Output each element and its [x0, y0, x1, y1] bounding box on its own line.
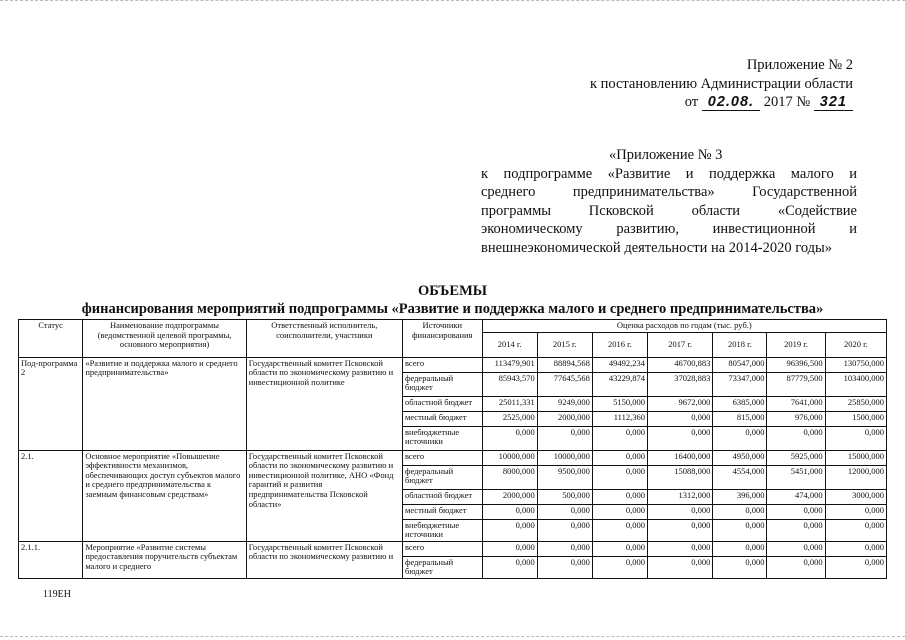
value-cell: 0,000	[713, 519, 767, 541]
value-cell: 4554,000	[713, 465, 767, 489]
value-cell: 77645,568	[537, 372, 592, 396]
header-year: 2014 г.	[482, 332, 537, 357]
value-cell: 0,000	[713, 556, 767, 578]
value-cell: 0,000	[648, 519, 713, 541]
value-cell: 6385,000	[713, 396, 767, 411]
value-cell: 9249,000	[537, 396, 592, 411]
value-cell: 10000,000	[482, 450, 537, 465]
appendix-2-title: Приложение № 2	[746, 57, 853, 73]
value-cell: 9672,000	[648, 396, 713, 411]
executor-cell: Государственный комитет Псковской области по экономическому развитию и	[246, 541, 402, 578]
value-cell: 25011,331	[482, 396, 537, 411]
value-cell: 0,000	[537, 556, 592, 578]
value-cell: 80547,000	[713, 357, 767, 372]
header-year: 2020 г.	[825, 332, 886, 357]
executor-cell: Государственный комитет Псковской области по экономическому развитию и инвестиционной политике	[246, 357, 402, 450]
value-cell: 0,000	[648, 411, 713, 426]
value-cell: 3000,000	[825, 489, 886, 504]
value-cell: 88894,568	[537, 357, 592, 372]
value-cell: 49492,234	[592, 357, 647, 372]
name-cell: Основное мероприятие «Повышение эффективности механизмов, обеспечивающих доступ субъектов малого и среднего предпринимательства к заемным финансовым средствам»	[83, 450, 246, 541]
appendix-3-line: среднего предпринимательства» Государственной	[481, 184, 857, 200]
value-cell: 0,000	[592, 450, 647, 465]
value-cell: 0,000	[537, 426, 592, 450]
executor-cell: Государственный комитет Псковской области по экономическому развитию и инвестиционной политике, АНО «Фонд гарантий и развития предпринимательства Псковской области»	[246, 450, 402, 541]
document-code: 119ЕН	[43, 589, 71, 600]
value-cell: 7641,000	[767, 396, 825, 411]
value-cell: 9500,000	[537, 465, 592, 489]
value-cell: 0,000	[825, 541, 886, 556]
value-cell: 73347,000	[713, 372, 767, 396]
value-cell: 976,000	[767, 411, 825, 426]
value-cell: 2525,000	[482, 411, 537, 426]
header-executor: Ответственный исполнитель, соисполнители, участники	[246, 320, 402, 358]
table-body	[19, 320, 887, 579]
value-cell: 0,000	[482, 541, 537, 556]
value-cell: 0,000	[592, 426, 647, 450]
header-year: 2015 г.	[537, 332, 592, 357]
header-status: Статус	[19, 320, 83, 358]
value-cell: 0,000	[713, 504, 767, 519]
value-cell: 0,000	[592, 519, 647, 541]
status-cell: 2.1.	[19, 450, 83, 541]
value-cell: 87779,500	[767, 372, 825, 396]
value-cell: 0,000	[482, 504, 537, 519]
value-cell: 0,000	[713, 541, 767, 556]
value-cell: 500,000	[537, 489, 592, 504]
value-cell: 5150,000	[592, 396, 647, 411]
value-cell: 0,000	[767, 541, 825, 556]
value-cell: 474,000	[767, 489, 825, 504]
table-row	[19, 357, 887, 372]
source-cell: внебюджетные источники	[402, 519, 482, 541]
value-cell: 0,000	[713, 426, 767, 450]
value-cell: 113479,901	[482, 357, 537, 372]
source-cell: местный бюджет	[402, 411, 482, 426]
value-cell: 5925,000	[767, 450, 825, 465]
financing-table	[18, 319, 887, 579]
value-cell: 0,000	[537, 541, 592, 556]
source-cell: всего	[402, 541, 482, 556]
appendix-3-line: внешнеэкономической деятельности на 2014-2020 годы»	[481, 239, 833, 256]
value-cell: 1112,360	[592, 411, 647, 426]
value-cell: 0,000	[767, 556, 825, 578]
value-cell: 0,000	[537, 519, 592, 541]
table-row	[19, 541, 887, 556]
value-cell: 43229,874	[592, 372, 647, 396]
value-cell: 0,000	[592, 541, 647, 556]
source-cell: федеральный бюджет	[402, 372, 482, 396]
value-cell: 815,000	[713, 411, 767, 426]
from-label: от	[684, 94, 699, 110]
value-cell: 103400,000	[825, 372, 886, 396]
value-cell: 0,000	[482, 556, 537, 578]
value-cell: 396,000	[713, 489, 767, 504]
appendix-3-line: экономическому развитию, инвестиционной и	[481, 221, 857, 237]
value-cell: 0,000	[648, 541, 713, 556]
source-cell: федеральный бюджет	[402, 465, 482, 489]
value-cell: 12000,000	[825, 465, 886, 489]
value-cell: 15000,000	[825, 450, 886, 465]
header-estimate: Оценка расходов по годам (тыс. руб.)	[482, 320, 886, 333]
value-cell: 0,000	[767, 426, 825, 450]
handwritten-number: 321	[814, 94, 853, 111]
value-cell: 0,000	[825, 504, 886, 519]
handwritten-date: 02.08.	[702, 94, 760, 111]
value-cell: 0,000	[592, 489, 647, 504]
value-cell: 0,000	[825, 519, 886, 541]
source-cell: федеральный бюджет	[402, 556, 482, 578]
document-subtitle: финансирования мероприятий подпрограммы «Развитие и поддержка малого и среднего предпринимательства»	[81, 301, 824, 317]
year-label: 2017 №	[763, 94, 811, 110]
header-year: 2016 г.	[592, 332, 647, 357]
name-cell: «Развитие и поддержка малого и среднего предпринимательства»	[83, 357, 246, 450]
appendix-2-date-line	[590, 93, 853, 112]
source-cell: местный бюджет	[402, 504, 482, 519]
source-cell: областной бюджет	[402, 489, 482, 504]
header-name: Наименование подпрограммы (ведомственной целевой программы, основного мероприятия)	[83, 320, 246, 358]
header-sources: Источники финансирования	[402, 320, 482, 358]
value-cell: 0,000	[825, 426, 886, 450]
value-cell: 0,000	[648, 556, 713, 578]
value-cell: 0,000	[825, 556, 886, 578]
value-cell: 0,000	[648, 426, 713, 450]
appendix-2-decree: к постановлению Администрации области	[589, 75, 853, 92]
value-cell: 25850,000	[825, 396, 886, 411]
header-year: 2019 г.	[767, 332, 825, 357]
appendix-3-line: к подпрограмме «Развитие и поддержка малого и	[481, 165, 857, 182]
value-cell: 46700,883	[648, 357, 713, 372]
value-cell: 8000,000	[482, 465, 537, 489]
value-cell: 0,000	[767, 504, 825, 519]
appendix-3-title: «Приложение № 3	[609, 147, 723, 163]
value-cell: 96396,500	[767, 357, 825, 372]
status-cell: 2.1.1.	[19, 541, 83, 578]
value-cell: 1312,000	[648, 489, 713, 504]
value-cell: 5451,000	[767, 465, 825, 489]
value-cell: 0,000	[482, 426, 537, 450]
status-cell: Под-программа 2	[19, 357, 83, 450]
value-cell: 0,000	[767, 519, 825, 541]
value-cell: 130750,000	[825, 357, 886, 372]
value-cell: 37028,883	[648, 372, 713, 396]
header-row	[19, 320, 887, 333]
name-cell: Мероприятие «Развитие системы предоставления поручительств субъектам малого и среднего	[83, 541, 246, 578]
value-cell: 16400,000	[648, 450, 713, 465]
header-year: 2017 г.	[648, 332, 713, 357]
scan-edge-top	[0, 0, 905, 1]
value-cell: 85943,570	[482, 372, 537, 396]
value-cell: 0,000	[648, 504, 713, 519]
source-cell: внебюджетные источники	[402, 426, 482, 450]
value-cell: 4950,000	[713, 450, 767, 465]
appendix-3-header	[481, 146, 857, 257]
value-cell: 0,000	[537, 504, 592, 519]
value-cell: 1500,000	[825, 411, 886, 426]
value-cell: 10000,000	[537, 450, 592, 465]
value-cell: 2000,000	[537, 411, 592, 426]
source-cell: всего	[402, 357, 482, 372]
header-year: 2018 г.	[713, 332, 767, 357]
value-cell: 15088,000	[648, 465, 713, 489]
scan-edge-bottom	[0, 636, 905, 637]
appendix-3-line: программы Псковской области «Содействие	[481, 202, 857, 219]
source-cell: областной бюджет	[402, 396, 482, 411]
value-cell: 0,000	[592, 465, 647, 489]
appendix-2-header	[590, 56, 853, 112]
value-cell: 0,000	[592, 556, 647, 578]
source-cell: всего	[402, 450, 482, 465]
value-cell: 0,000	[592, 504, 647, 519]
document-title: ОБЪЕМЫ	[417, 283, 487, 299]
value-cell: 0,000	[482, 519, 537, 541]
value-cell: 2000,000	[482, 489, 537, 504]
table-row	[19, 450, 887, 465]
